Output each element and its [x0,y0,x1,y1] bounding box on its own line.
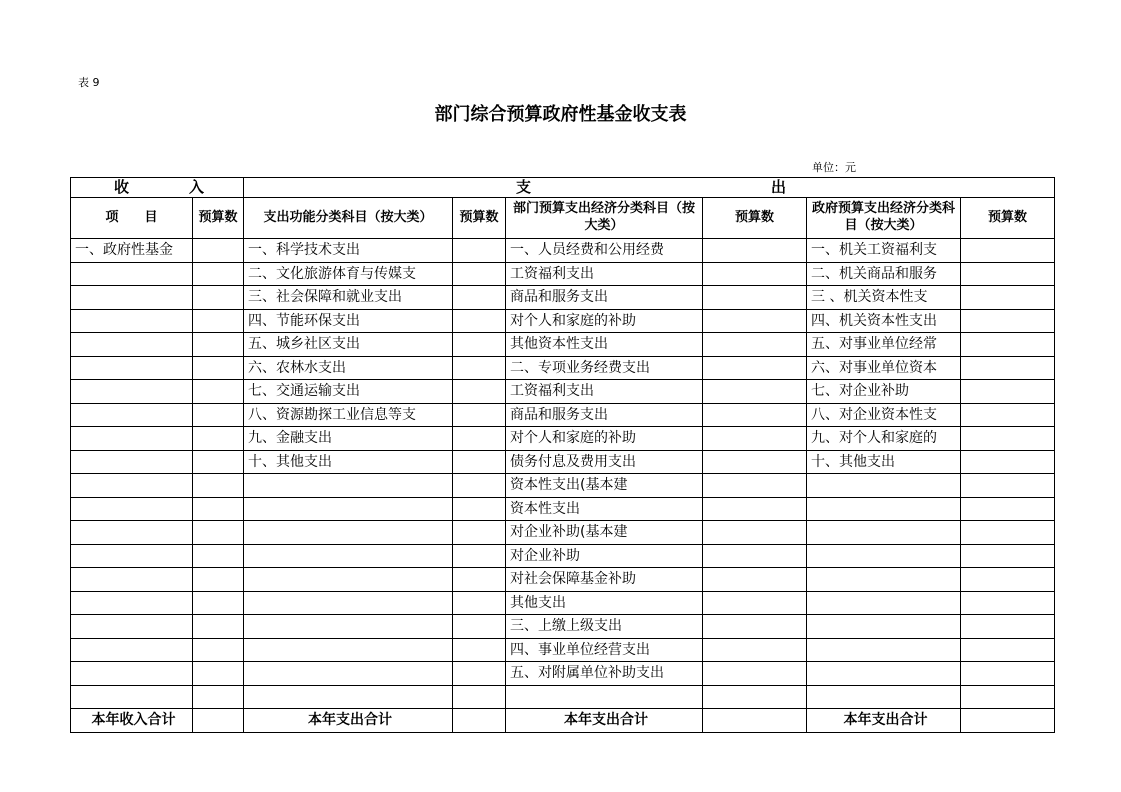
func-budget-cell [453,309,506,333]
dept-item-cell: 资本性支出(基本建 [506,474,703,498]
gov-item-cell [807,638,961,662]
func-budget-cell [453,239,506,263]
total-row [71,709,1055,733]
gov-item-cell: 七、对企业补助 [807,380,961,404]
income-budget-cell [193,474,244,498]
col-header-budget-gov: 预算数 [961,198,1055,239]
dept-budget-cell [703,662,807,686]
header-row-columns [71,198,1055,239]
func-item-cell [244,474,453,498]
func-budget-cell [453,474,506,498]
income-item-cell [71,497,193,521]
func-budget-cell [453,403,506,427]
table-row [71,638,1055,662]
table-row [71,662,1055,686]
table-row [71,286,1055,310]
dept-item-cell: 工资福利支出 [506,380,703,404]
income-item-cell [71,615,193,639]
income-budget-cell [193,685,244,709]
gov-item-cell: 十、其他支出 [807,450,961,474]
income-budget-cell [193,239,244,263]
dept-budget-cell [703,380,807,404]
func-item-cell: 五、城乡社区支出 [244,333,453,357]
gov-item-cell: 五、对事业单位经常 [807,333,961,357]
income-item-cell [71,685,193,709]
dept-budget-cell [703,591,807,615]
func-budget-cell [453,615,506,639]
gov-item-cell [807,521,961,545]
income-item-cell [71,474,193,498]
gov-budget-cell [961,521,1055,545]
income-budget-cell [193,568,244,592]
total-dept-value [703,709,807,733]
page-title: 部门综合预算政府性基金收支表 [434,104,687,125]
func-budget-cell [453,262,506,286]
gov-item-cell: 二、机关商品和服务 [807,262,961,286]
table-row [71,333,1055,357]
gov-item-cell [807,685,961,709]
dept-budget-cell [703,497,807,521]
dept-budget-cell [703,568,807,592]
func-budget-cell [453,286,506,310]
func-item-cell [244,615,453,639]
dept-item-cell: 二、专项业务经费支出 [506,356,703,380]
gov-item-cell [807,568,961,592]
table-row [71,450,1055,474]
dept-item-cell: 对个人和家庭的补助 [506,309,703,333]
col-header-budget-dept: 预算数 [703,198,807,239]
func-budget-cell [453,521,506,545]
income-item-cell [71,262,193,286]
func-budget-cell [453,450,506,474]
income-budget-cell [193,380,244,404]
income-budget-cell [193,427,244,451]
dept-item-cell: 对社会保障基金补助 [506,568,703,592]
gov-item-cell: 八、对企业资本性支 [807,403,961,427]
income-group-header: 收 入 [71,178,244,198]
gov-budget-cell [961,615,1055,639]
income-item-cell [71,403,193,427]
total-dept-label: 本年支出合计 [506,709,703,733]
gov-item-cell [807,615,961,639]
func-budget-cell [453,356,506,380]
total-income-value [193,709,244,733]
gov-budget-cell [961,662,1055,686]
func-item-cell: 十、其他支出 [244,450,453,474]
gov-budget-cell [961,262,1055,286]
dept-budget-cell [703,638,807,662]
income-item-cell [71,591,193,615]
dept-item-cell: 一、人员经费和公用经费 [506,239,703,263]
table-row [71,262,1055,286]
income-budget-cell [193,497,244,521]
func-item-cell [244,685,453,709]
func-budget-cell [453,544,506,568]
table-row [71,568,1055,592]
dept-item-cell: 资本性支出 [506,497,703,521]
income-budget-cell [193,403,244,427]
gov-budget-cell [961,380,1055,404]
header-row-group [71,178,1055,198]
dept-budget-cell [703,427,807,451]
col-header-item: 项 目 [71,198,193,239]
total-func-value [453,709,506,733]
gov-budget-cell [961,497,1055,521]
expense-group-header: 支 出 [244,178,1055,198]
func-item-cell [244,521,453,545]
gov-budget-cell [961,544,1055,568]
col-header-budget-income: 预算数 [193,198,244,239]
gov-budget-cell [961,450,1055,474]
income-item-cell [71,662,193,686]
table-row [71,521,1055,545]
func-item-cell: 六、农林水支出 [244,356,453,380]
dept-budget-cell [703,356,807,380]
func-budget-cell [453,591,506,615]
income-budget-cell [193,450,244,474]
dept-budget-cell [703,544,807,568]
gov-budget-cell [961,239,1055,263]
gov-item-cell: 九、对个人和家庭的 [807,427,961,451]
gov-budget-cell [961,309,1055,333]
table-row [71,615,1055,639]
func-budget-cell [453,662,506,686]
gov-item-cell: 三 、机关资本性支 [807,286,961,310]
gov-item-cell [807,474,961,498]
dept-budget-cell [703,309,807,333]
func-item-cell [244,638,453,662]
dept-budget-cell [703,615,807,639]
dept-budget-cell [703,450,807,474]
income-budget-cell [193,615,244,639]
func-budget-cell [453,333,506,357]
gov-item-cell [807,591,961,615]
dept-item-cell: 商品和服务支出 [506,403,703,427]
func-budget-cell [453,638,506,662]
dept-budget-cell [703,239,807,263]
col-header-func-class: 支出功能分类科目（按大类） [244,198,453,239]
dept-item-cell: 其他资本性支出 [506,333,703,357]
income-budget-cell [193,544,244,568]
dept-budget-cell [703,474,807,498]
table-row [71,591,1055,615]
gov-budget-cell [961,685,1055,709]
table-row [71,239,1055,263]
dept-budget-cell [703,403,807,427]
func-budget-cell [453,380,506,404]
func-item-cell: 一、科学技术支出 [244,239,453,263]
dept-item-cell: 其他支出 [506,591,703,615]
income-item-cell [71,638,193,662]
table-row [71,544,1055,568]
income-budget-cell [193,591,244,615]
dept-budget-cell [703,685,807,709]
income-item-cell [71,309,193,333]
income-budget-cell [193,286,244,310]
income-item-cell [71,521,193,545]
dept-item-cell: 五、对附属单位补助支出 [506,662,703,686]
gov-budget-cell [961,638,1055,662]
col-header-gov-econ: 政府预算支出经济分类科目（按大类） [807,198,961,239]
gov-budget-cell [961,427,1055,451]
table-row [71,474,1055,498]
income-item-cell [71,356,193,380]
func-budget-cell [453,497,506,521]
func-item-cell [244,497,453,521]
unit-label: 单位：元 [812,161,856,174]
total-func-label: 本年支出合计 [244,709,453,733]
func-item-cell [244,591,453,615]
col-header-budget-func: 预算数 [453,198,506,239]
gov-budget-cell [961,568,1055,592]
dept-item-cell: 对企业补助 [506,544,703,568]
dept-budget-cell [703,521,807,545]
total-income-label: 本年收入合计 [71,709,193,733]
gov-item-cell: 六、对事业单位资本 [807,356,961,380]
func-item-cell [244,662,453,686]
budget-table [70,177,1055,733]
gov-budget-cell [961,333,1055,357]
gov-budget-cell [961,403,1055,427]
func-budget-cell [453,568,506,592]
income-item-cell [71,450,193,474]
func-item-cell: 四、节能环保支出 [244,309,453,333]
income-budget-cell [193,333,244,357]
table-row [71,356,1055,380]
total-gov-value [961,709,1055,733]
dept-item-cell: 商品和服务支出 [506,286,703,310]
gov-budget-cell [961,474,1055,498]
table-row [71,309,1055,333]
func-item-cell [244,544,453,568]
income-item-cell [71,333,193,357]
dept-item-cell: 债务付息及费用支出 [506,450,703,474]
dept-budget-cell [703,262,807,286]
func-item-cell: 八、资源勘探工业信息等支 [244,403,453,427]
table-row [71,497,1055,521]
gov-budget-cell [961,286,1055,310]
table-row [71,403,1055,427]
income-budget-cell [193,638,244,662]
gov-item-cell [807,544,961,568]
func-item-cell: 九、金融支出 [244,427,453,451]
func-budget-cell [453,685,506,709]
dept-budget-cell [703,286,807,310]
table-row [71,380,1055,404]
income-item-cell [71,380,193,404]
table-row [71,685,1055,709]
gov-item-cell [807,662,961,686]
dept-item-cell: 工资福利支出 [506,262,703,286]
dept-item-cell: 四、事业单位经营支出 [506,638,703,662]
income-budget-cell [193,356,244,380]
dept-item-cell: 对企业补助(基本建 [506,521,703,545]
income-budget-cell [193,309,244,333]
dept-item-cell [506,685,703,709]
income-budget-cell [193,521,244,545]
gov-item-cell: 一、机关工资福利支 [807,239,961,263]
income-item-cell [71,568,193,592]
func-budget-cell [453,427,506,451]
table-number: 表 9 [78,76,100,89]
income-budget-cell [193,662,244,686]
gov-budget-cell [961,356,1055,380]
total-gov-label: 本年支出合计 [807,709,961,733]
func-item-cell: 七、交通运输支出 [244,380,453,404]
table-row [71,427,1055,451]
func-item-cell: 三、社会保障和就业支出 [244,286,453,310]
dept-item-cell: 对个人和家庭的补助 [506,427,703,451]
gov-budget-cell [961,591,1055,615]
col-header-dept-econ: 部门预算支出经济分类科目（按大类） [506,198,703,239]
func-item-cell: 二、文化旅游体育与传媒支 [244,262,453,286]
income-item-cell [71,427,193,451]
income-item-cell [71,286,193,310]
gov-item-cell [807,497,961,521]
gov-item-cell: 四、机关资本性支出 [807,309,961,333]
income-budget-cell [193,262,244,286]
dept-item-cell: 三、上缴上级支出 [506,615,703,639]
dept-budget-cell [703,333,807,357]
income-item-cell: 一、政府性基金 [71,239,193,263]
income-item-cell [71,544,193,568]
func-item-cell [244,568,453,592]
